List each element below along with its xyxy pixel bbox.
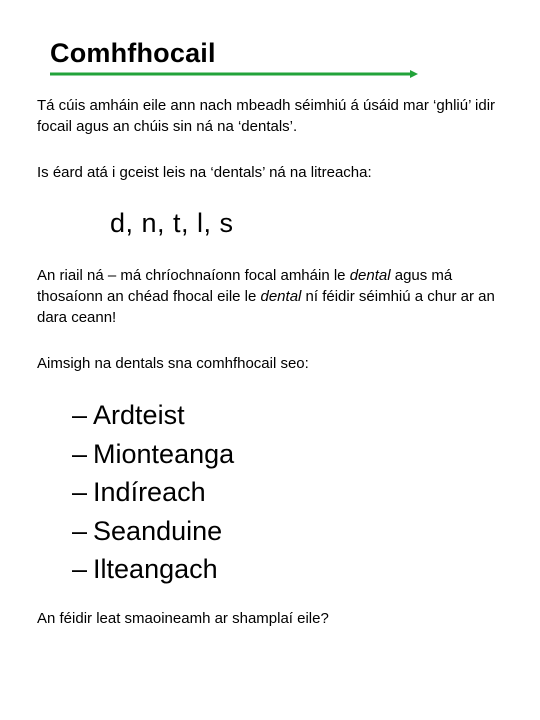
compound-word: Ilteangach — [93, 554, 218, 584]
dental-letters: d, n, t, l, s — [110, 208, 234, 238]
dash-bullet: – — [72, 515, 88, 546]
compound-word-list — [72, 396, 234, 589]
compound-word: Indíreach — [93, 477, 206, 507]
rule-text-part2: agus má thosaíonn an chéad fhocal eile le — [37, 267, 453, 305]
list-item — [72, 435, 234, 474]
compound-word: Seanduine — [93, 515, 223, 546]
list-item — [72, 396, 234, 435]
compound-word: Mionteanga — [93, 438, 235, 469]
dash-bullet: – — [72, 477, 88, 507]
instruction: Aimsigh na dentals sna comhfhocail seo: — [37, 355, 309, 372]
page-title: Comhfhocail — [50, 38, 216, 68]
rule-dental-word-2: dental — [260, 288, 302, 305]
dentals-definition: Is éard atá i gceist leis na ‘dentals’ ná na litreacha: — [37, 164, 372, 181]
list-item — [72, 473, 234, 512]
list-item — [72, 512, 234, 551]
closing-question: An féidir leat smaoineamh ar shamplaí eile? — [37, 610, 329, 627]
dash-bullet: – — [72, 554, 88, 584]
dash-bullet: – — [72, 400, 88, 430]
rule-paragraph — [37, 265, 512, 328]
intro-paragraph: Tá cúis amháin eile ann nach mbeadh séimhiú á úsáid mar ‘ghliú’ idir focail agus an chúis sin ná na ‘dentals’. — [37, 97, 496, 135]
title-underline-arrow — [50, 70, 418, 78]
rule-text-part3: ní féidir séimhiú a chur ar an dara ceann! — [37, 288, 495, 326]
compound-word: Ardteist — [93, 400, 185, 430]
rule-text-part1: An riail ná – má chríochnaíonn focal amháin le — [37, 267, 350, 284]
list-item — [72, 550, 234, 589]
dash-bullet: – — [72, 438, 88, 469]
rule-dental-word-1: dental — [349, 267, 391, 284]
